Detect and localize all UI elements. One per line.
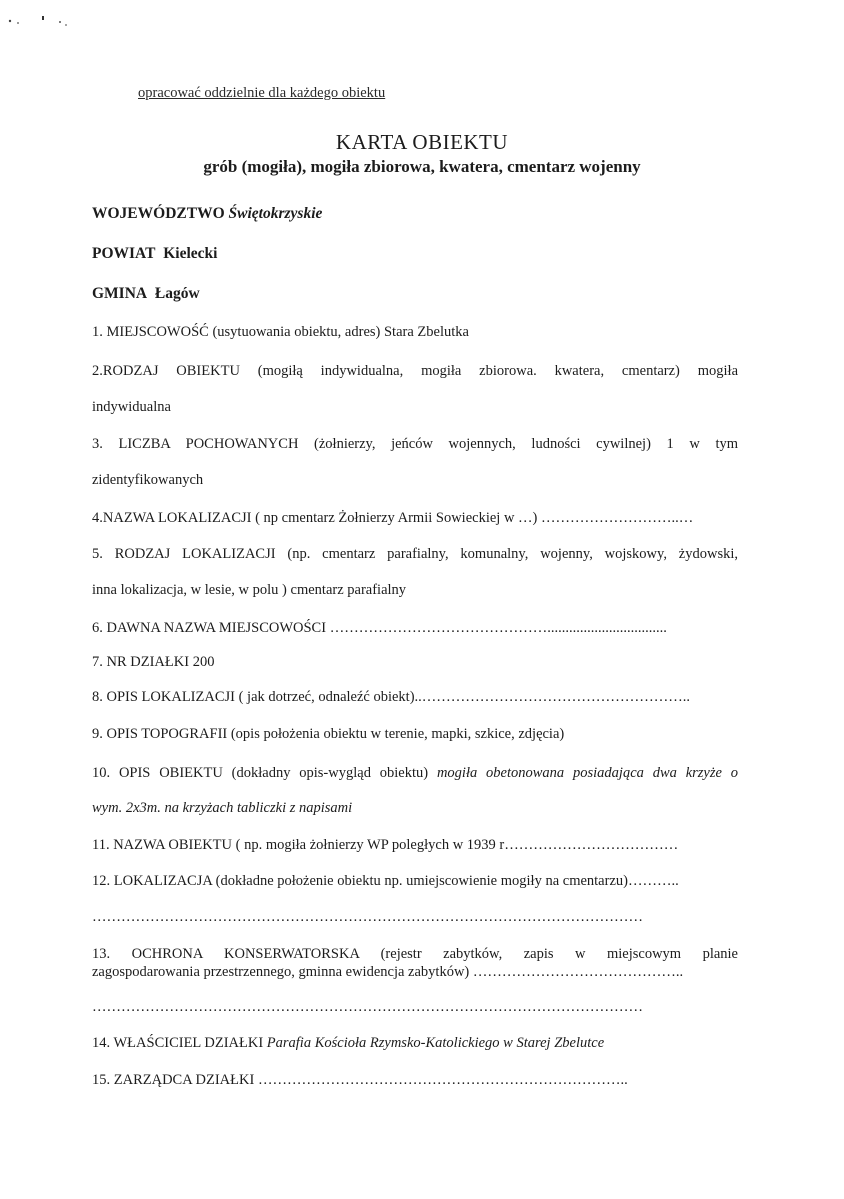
item-8-label: 8. OPIS LOKALIZACJI ( jak dotrzeć, odnaleźć obiekt): [92, 689, 415, 705]
item-7: [92, 653, 738, 671]
item-3-continued: zidentyfikowanych: [92, 472, 204, 488]
item-8: [92, 688, 738, 706]
item-2-label: 2.RODZAJ OBIEKTU (mogiłą indywidualna, mogiła zbiorowa. kwatera, cmentarz): [92, 363, 680, 379]
gmina-value: Łagów: [154, 285, 200, 302]
item-13-continued: [92, 963, 738, 981]
item-1-value: Stara Zbelutka: [383, 324, 469, 340]
item-15-label: 15. ZARZĄDCA DZIAŁKI: [92, 1072, 255, 1088]
form-title: KARTA OBIEKTU: [335, 130, 509, 154]
wojewodztwo-row: [92, 205, 738, 223]
item-5-label-2: inna lokalizacja, w lesie, w polu ): [92, 582, 287, 598]
item-6: [92, 619, 738, 637]
gmina-row: [92, 285, 738, 303]
powiat-value: Kielecki: [163, 245, 218, 262]
instruction-note: opracować oddzielnie dla każdego obiektu: [138, 85, 386, 101]
item-2-continued: indywidualna: [92, 399, 171, 415]
item-2: [92, 362, 738, 380]
item-14: [92, 1034, 738, 1052]
item-10-continued: wym. 2x3m. na krzyżach tabliczki z napisami: [92, 800, 353, 816]
item-5-continued: [92, 581, 738, 599]
item-13-dotted-line: ……………………………………………………………………………………………………: [92, 999, 643, 1015]
item-1-label: 1. MIEJSCOWOŚĆ (usytuowania obiektu, adres): [92, 324, 381, 340]
item-6-dots: ……………………………………….................................: [329, 620, 667, 636]
item-7-value: 200: [192, 654, 215, 670]
item-13-label-2: zagospodarowania przestrzennego, gminna ewidencja zabytków): [92, 964, 470, 980]
item-12: [92, 872, 738, 890]
item-1: [92, 323, 738, 341]
item-11-dots: ………………………………: [504, 837, 679, 853]
item-4-dots: ………………………..…: [541, 510, 694, 526]
powiat-row: [92, 245, 738, 263]
item-9: 9. OPIS TOPOGRAFII (opis położenia obiektu w terenie, mapki, szkice, zdjęcia): [92, 726, 565, 742]
item-3-value: 1 w tym: [666, 436, 739, 452]
item-12-dotted-line: ……………………………………………………………………………………………………: [92, 909, 643, 925]
item-4: [92, 509, 738, 527]
scan-specks: [0, 0, 90, 40]
item-5: 5. RODZAJ LOKALIZACJI (np. cmentarz parafialny, komunalny, wojenny, wojskowy, żydowski,: [92, 546, 738, 562]
item-3-label: 3. LICZBA POCHOWANYCH (żołnierzy, jeńców wojennych, ludności cywilnej): [92, 436, 651, 452]
item-3: [92, 435, 738, 453]
gmina-label: GMINA: [92, 285, 148, 302]
item-10: [92, 764, 738, 782]
wojewodztwo-value: Świętokrzyskie: [228, 205, 323, 222]
item-13-dots: ……………………………………..: [472, 964, 684, 980]
item-12-dots: ………..: [627, 873, 679, 889]
item-15: [92, 1071, 738, 1089]
item-4-label: 4.NAZWA LOKALIZACJI ( np cmentarz Żołnierzy Armii Sowieckiej w …): [92, 510, 538, 526]
item-14-value: Parafia Kościoła Rzymsko-Katolickiego w Starej Zbelutce: [266, 1035, 605, 1051]
item-10-label: 10. OPIS OBIEKTU (dokładny opis-wygląd obiektu): [92, 765, 429, 781]
item-5-value: cmentarz parafialny: [290, 582, 407, 598]
item-11: [92, 836, 738, 854]
item-2-value: mogiła: [697, 363, 739, 379]
wojewodztwo-label: WOJEWÓDZTWO: [92, 205, 225, 222]
item-14-label: 14. WŁAŚCICIEL DZIAŁKI: [92, 1035, 264, 1051]
item-12-label: 12. LOKALIZACJA (dokładne położenie obiektu np. umiejscowienie mogiły na cmentarzu): [92, 873, 628, 889]
form-subtitle: grób (mogiła), mogiła zbiorowa, kwatera, cmentarz wojenny: [203, 157, 641, 176]
powiat-label: POWIAT: [92, 245, 156, 262]
item-6-label: 6. DAWNA NAZWA MIEJSCOWOŚCI: [92, 620, 327, 636]
item-8-dots: ..………………………………………………..: [414, 689, 691, 705]
item-13: 13. OCHRONA KONSERWATORSKA (rejestr zabytków, zapis w miejscowym planie: [92, 946, 738, 962]
item-11-label: 11. NAZWA OBIEKTU ( np. mogiła żołnierzy WP poległych w 1939 r: [92, 837, 505, 853]
item-7-label: 7. NR DZIAŁKI: [92, 654, 190, 670]
item-15-dots: …………………………………………………………………..: [257, 1072, 628, 1088]
item-10-value: mogiła obetonowana posiadająca dwa krzyże o: [436, 765, 739, 781]
